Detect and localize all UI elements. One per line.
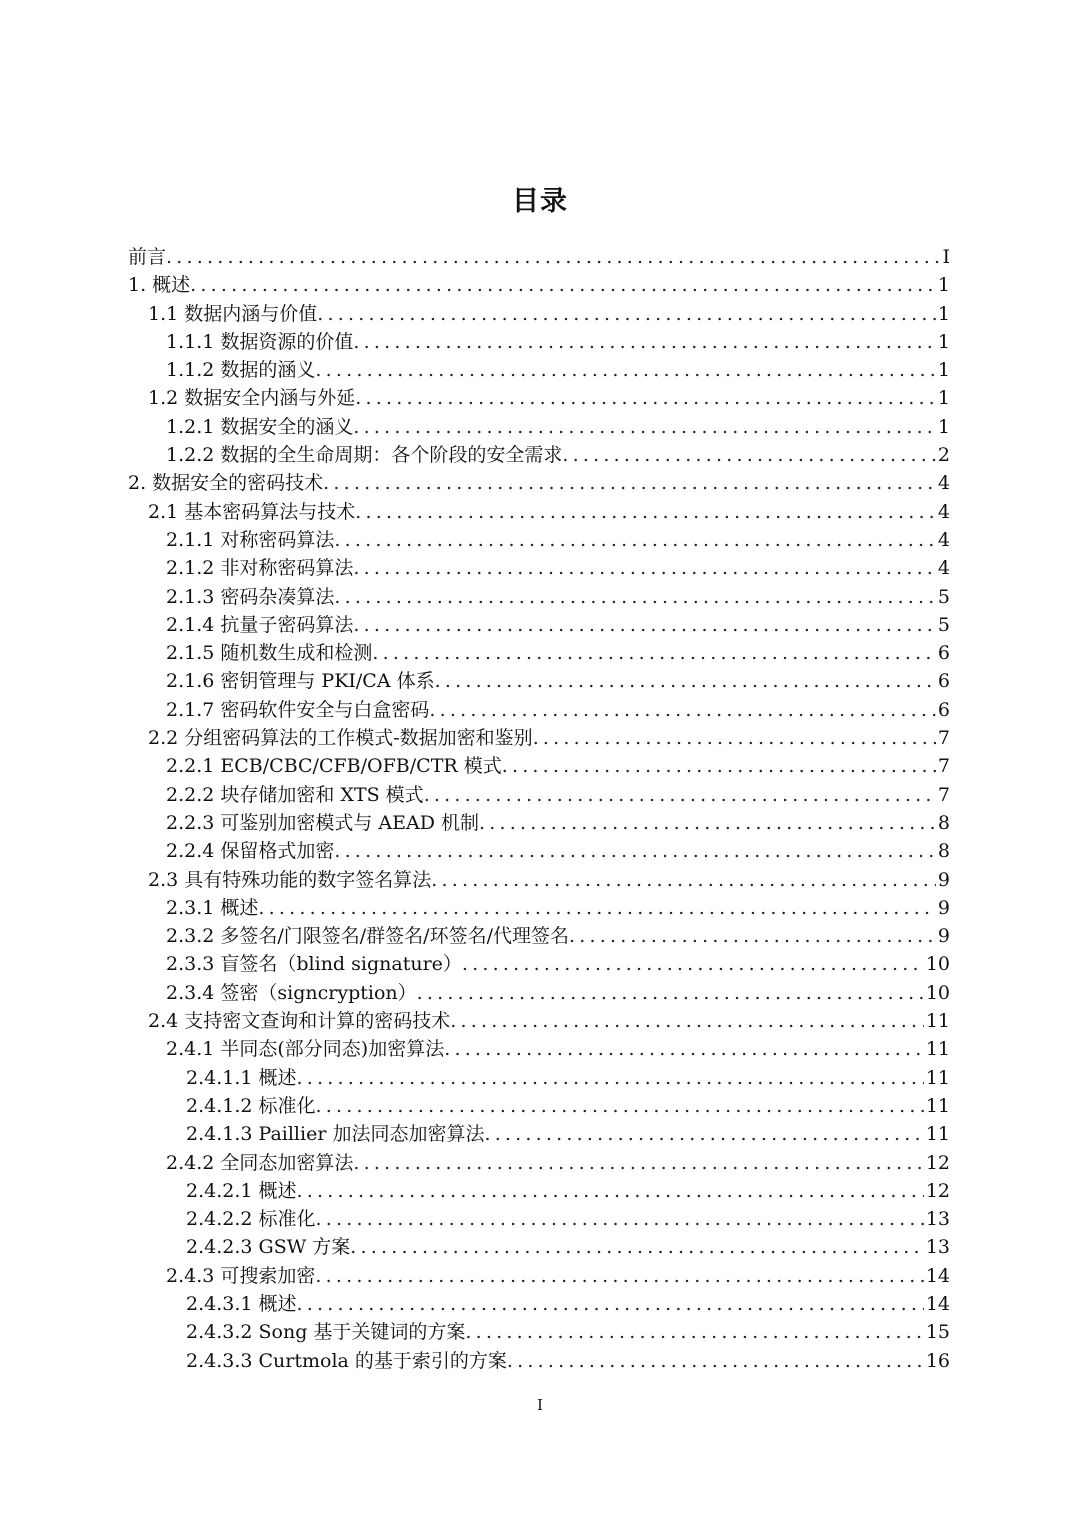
toc-dot-leader bbox=[424, 781, 936, 809]
toc-dot-leader bbox=[334, 837, 936, 865]
toc-entry[interactable] bbox=[128, 498, 950, 526]
toc-entry-label: 2.2 分组密码算法的工作模式-数据加密和鉴别 bbox=[148, 727, 533, 750]
toc-entry[interactable] bbox=[128, 1064, 950, 1092]
toc-entry-label: 2.4.2 全同态加密算法 bbox=[166, 1151, 354, 1174]
toc-entry-label: 2.2.4 保留格式加密 bbox=[166, 840, 335, 863]
toc-dot-leader bbox=[297, 1290, 924, 1318]
toc-entry-label: 2.3.1 概述 bbox=[166, 896, 259, 919]
toc-entry-page: 11 bbox=[925, 1123, 950, 1146]
toc-entry-page: 6 bbox=[937, 670, 950, 693]
toc-dot-leader bbox=[334, 583, 936, 611]
toc-entry-page: 7 bbox=[937, 727, 950, 750]
toc-entry[interactable] bbox=[128, 413, 950, 441]
toc-entry[interactable] bbox=[128, 639, 950, 667]
toc-dot-leader bbox=[297, 1177, 924, 1205]
toc-entry[interactable] bbox=[128, 1205, 950, 1233]
toc-entry-label: 1.1 数据内涵与价值 bbox=[148, 302, 318, 325]
toc-entry-label: 2. 数据安全的密码技术 bbox=[128, 472, 324, 495]
toc-entry[interactable] bbox=[128, 300, 950, 328]
toc-entry-label: 2.4.1 半同态(部分同态)加密算法 bbox=[166, 1038, 445, 1061]
toc-entry-page: 6 bbox=[937, 698, 950, 721]
toc-entry-page: 11 bbox=[925, 1038, 950, 1061]
toc-entry-label: 2.2.1 ECB/CBC/CFB/OFB/CTR 模式 bbox=[166, 755, 502, 778]
toc-entry-label: 2.4.3.2 Song 基于关键词的方案 bbox=[186, 1321, 466, 1344]
toc-entry[interactable] bbox=[128, 922, 950, 950]
toc-entry-page: 14 bbox=[925, 1264, 950, 1287]
toc-entry[interactable] bbox=[128, 1233, 950, 1261]
toc-dot-leader bbox=[465, 1318, 923, 1346]
toc-dot-leader bbox=[258, 894, 936, 922]
toc-dot-leader bbox=[450, 1007, 924, 1035]
toc-dot-leader bbox=[190, 271, 936, 299]
toc-entry-label: 2.1.1 对称密码算法 bbox=[166, 528, 335, 551]
toc-dot-leader bbox=[323, 469, 936, 497]
toc-entry-page: 4 bbox=[937, 472, 950, 495]
toc-dot-leader bbox=[166, 243, 940, 271]
toc-entry-page: 7 bbox=[937, 783, 950, 806]
toc-entry-label: 2.1 基本密码算法与技术 bbox=[148, 500, 356, 523]
toc-entry-label: 2.4.1.3 Paillier 加法同态加密算法 bbox=[186, 1123, 485, 1146]
toc-entry[interactable] bbox=[128, 356, 950, 384]
toc-entry-page: 5 bbox=[937, 613, 950, 636]
toc-entry-label: 2.4.2.3 GSW 方案 bbox=[186, 1236, 351, 1259]
toc-entry[interactable] bbox=[128, 554, 950, 582]
toc-entry-page: 4 bbox=[937, 528, 950, 551]
toc-entry-page: 6 bbox=[937, 642, 950, 665]
toc-dot-leader bbox=[316, 1205, 924, 1233]
toc-dot-leader bbox=[479, 809, 936, 837]
toc-entry[interactable] bbox=[128, 752, 950, 780]
toc-entry-label: 2.1.4 抗量子密码算法 bbox=[166, 613, 354, 636]
toc-dot-leader bbox=[353, 413, 936, 441]
toc-dot-leader bbox=[435, 667, 936, 695]
table-of-contents bbox=[128, 243, 950, 1375]
toc-entry[interactable] bbox=[128, 696, 950, 724]
toc-entry-label: 2.2.2 块存储加密和 XTS 模式 bbox=[166, 783, 424, 806]
toc-entry[interactable] bbox=[128, 1149, 950, 1177]
toc-entry[interactable] bbox=[128, 1262, 950, 1290]
toc-entry-page: 11 bbox=[925, 1094, 950, 1117]
toc-entry-label: 1.2.2 数据的全生命周期：各个阶段的安全需求 bbox=[166, 444, 563, 467]
toc-entry-page: 12 bbox=[925, 1179, 950, 1202]
toc-entry-page: I bbox=[942, 246, 950, 268]
toc-dot-leader bbox=[297, 1064, 924, 1092]
toc-entry-label: 2.1.7 密码软件安全与白盒密码 bbox=[166, 698, 430, 721]
toc-dot-leader bbox=[444, 1035, 924, 1063]
toc-entry[interactable] bbox=[128, 1120, 950, 1148]
toc-dot-leader bbox=[353, 554, 936, 582]
toc-entry[interactable] bbox=[128, 1177, 950, 1205]
toc-dot-leader bbox=[562, 441, 936, 469]
toc-dot-leader bbox=[315, 356, 936, 384]
toc-dot-leader bbox=[315, 1262, 923, 1290]
toc-dot-leader bbox=[462, 950, 924, 978]
toc-entry-page: 8 bbox=[937, 811, 950, 834]
toc-dot-leader bbox=[317, 300, 936, 328]
toc-dot-leader bbox=[431, 866, 936, 894]
toc-dot-leader bbox=[316, 1092, 924, 1120]
toc-entry-page: 10 bbox=[925, 981, 950, 1004]
toc-entry[interactable] bbox=[128, 950, 950, 978]
toc-entry-page: 2 bbox=[937, 444, 950, 467]
toc-entry-page: 1 bbox=[937, 415, 950, 438]
toc-entry-page: 7 bbox=[937, 755, 950, 778]
toc-entry-page: 11 bbox=[925, 1010, 950, 1033]
toc-entry-page: 1 bbox=[937, 330, 950, 353]
toc-entry-page: 15 bbox=[925, 1321, 950, 1344]
toc-dot-leader bbox=[353, 328, 936, 356]
toc-entry-label: 2.1.3 密码杂凑算法 bbox=[166, 585, 335, 608]
toc-entry-page: 5 bbox=[937, 585, 950, 608]
toc-entry-page: 9 bbox=[937, 896, 950, 919]
toc-entry-page: 1 bbox=[937, 359, 950, 382]
toc-entry[interactable] bbox=[128, 243, 950, 271]
toc-dot-leader bbox=[502, 752, 936, 780]
toc-entry[interactable] bbox=[128, 809, 950, 837]
toc-entry[interactable] bbox=[128, 866, 950, 894]
toc-entry-page: 1 bbox=[937, 387, 950, 410]
toc-entry-page: 13 bbox=[925, 1236, 950, 1259]
toc-entry[interactable] bbox=[128, 469, 950, 497]
toc-entry-label: 2.1.2 非对称密码算法 bbox=[166, 557, 354, 580]
toc-entry[interactable] bbox=[128, 1092, 950, 1120]
toc-entry-page: 11 bbox=[925, 1066, 950, 1089]
toc-entry[interactable] bbox=[128, 894, 950, 922]
toc-entry-label: 1.1.2 数据的涵义 bbox=[166, 359, 316, 382]
toc-dot-leader bbox=[429, 696, 936, 724]
toc-dot-leader bbox=[484, 1120, 923, 1148]
toc-entry[interactable] bbox=[128, 526, 950, 554]
toc-entry-page: 8 bbox=[937, 840, 950, 863]
toc-dot-leader bbox=[350, 1233, 924, 1261]
page-title: 目录 bbox=[512, 186, 568, 218]
toc-entry-label: 2.3.2 多签名/门限签名/群签名/环签名/代理签名 bbox=[166, 925, 569, 948]
toc-dot-leader bbox=[355, 384, 936, 412]
toc-entry-label: 2.1.5 随机数生成和检测 bbox=[166, 642, 373, 665]
toc-entry-label: 2.4.3.3 Curtmola 的基于索引的方案 bbox=[186, 1349, 507, 1372]
toc-dot-leader bbox=[569, 922, 936, 950]
toc-entry-label: 2.4.3 可搜索加密 bbox=[166, 1264, 316, 1287]
toc-entry-label: 2.4.1.2 标准化 bbox=[186, 1094, 316, 1117]
toc-entry-label: 1. 概述 bbox=[128, 274, 191, 297]
toc-entry[interactable] bbox=[128, 611, 950, 639]
toc-entry[interactable] bbox=[128, 667, 950, 695]
toc-dot-leader bbox=[507, 1347, 924, 1375]
toc-entry[interactable] bbox=[128, 271, 950, 299]
toc-entry-label: 2.4.2.2 标准化 bbox=[186, 1208, 316, 1231]
toc-dot-leader bbox=[334, 526, 936, 554]
toc-entry-label: 2.3.3 盲签名（blind signature） bbox=[166, 953, 462, 976]
toc-entry-page: 9 bbox=[937, 925, 950, 948]
toc-entry[interactable] bbox=[128, 724, 950, 752]
toc-entry-label: 1.2.1 数据安全的涵义 bbox=[166, 415, 354, 438]
toc-dot-leader bbox=[353, 1149, 923, 1177]
toc-entry[interactable] bbox=[128, 328, 950, 356]
toc-entry[interactable] bbox=[128, 1035, 950, 1063]
toc-entry-label: 2.4.2.1 概述 bbox=[186, 1179, 297, 1202]
toc-entry[interactable] bbox=[128, 583, 950, 611]
toc-entry-page: 10 bbox=[925, 953, 950, 976]
toc-entry[interactable] bbox=[128, 1347, 950, 1375]
toc-entry[interactable] bbox=[128, 1290, 950, 1318]
toc-entry[interactable] bbox=[128, 1318, 950, 1346]
toc-entry-label: 1.2 数据安全内涵与外延 bbox=[148, 387, 356, 410]
toc-entry[interactable] bbox=[128, 979, 950, 1007]
toc-entry-page: 13 bbox=[925, 1208, 950, 1231]
toc-entry-page: 16 bbox=[925, 1349, 950, 1372]
toc-entry[interactable] bbox=[128, 441, 950, 469]
toc-dot-leader bbox=[533, 724, 936, 752]
toc-dot-leader bbox=[353, 611, 936, 639]
toc-entry-label: 2.4.1.1 概述 bbox=[186, 1066, 297, 1089]
toc-entry-page: 12 bbox=[925, 1151, 950, 1174]
toc-dot-leader bbox=[355, 498, 936, 526]
toc-entry-page: 9 bbox=[937, 868, 950, 891]
toc-entry-label: 2.3.4 签密（signcryption） bbox=[166, 981, 417, 1004]
toc-entry-label: 2.4.3.1 概述 bbox=[186, 1292, 297, 1315]
toc-entry-page: 4 bbox=[937, 557, 950, 580]
toc-entry-label: 前言 bbox=[128, 246, 167, 268]
toc-entry-page: 4 bbox=[937, 500, 950, 523]
page-number: I bbox=[537, 1396, 543, 1414]
toc-entry-label: 2.4 支持密文查询和计算的密码技术 bbox=[148, 1010, 451, 1033]
toc-entry[interactable] bbox=[128, 781, 950, 809]
toc-entry-label: 2.3 具有特殊功能的数字签名算法 bbox=[148, 868, 432, 891]
toc-entry[interactable] bbox=[128, 384, 950, 412]
toc-dot-leader bbox=[417, 979, 924, 1007]
toc-entry-page: 1 bbox=[937, 302, 950, 325]
toc-entry-label: 1.1.1 数据资源的价值 bbox=[166, 330, 354, 353]
toc-entry[interactable] bbox=[128, 837, 950, 865]
toc-entry-page: 14 bbox=[925, 1292, 950, 1315]
toc-dot-leader bbox=[372, 639, 936, 667]
toc-entry-page: 1 bbox=[937, 274, 950, 297]
toc-entry-label: 2.2.3 可鉴别加密模式与 AEAD 机制 bbox=[166, 811, 480, 834]
toc-entry[interactable] bbox=[128, 1007, 950, 1035]
toc-entry-label: 2.1.6 密钥管理与 PKI/CA 体系 bbox=[166, 670, 435, 693]
